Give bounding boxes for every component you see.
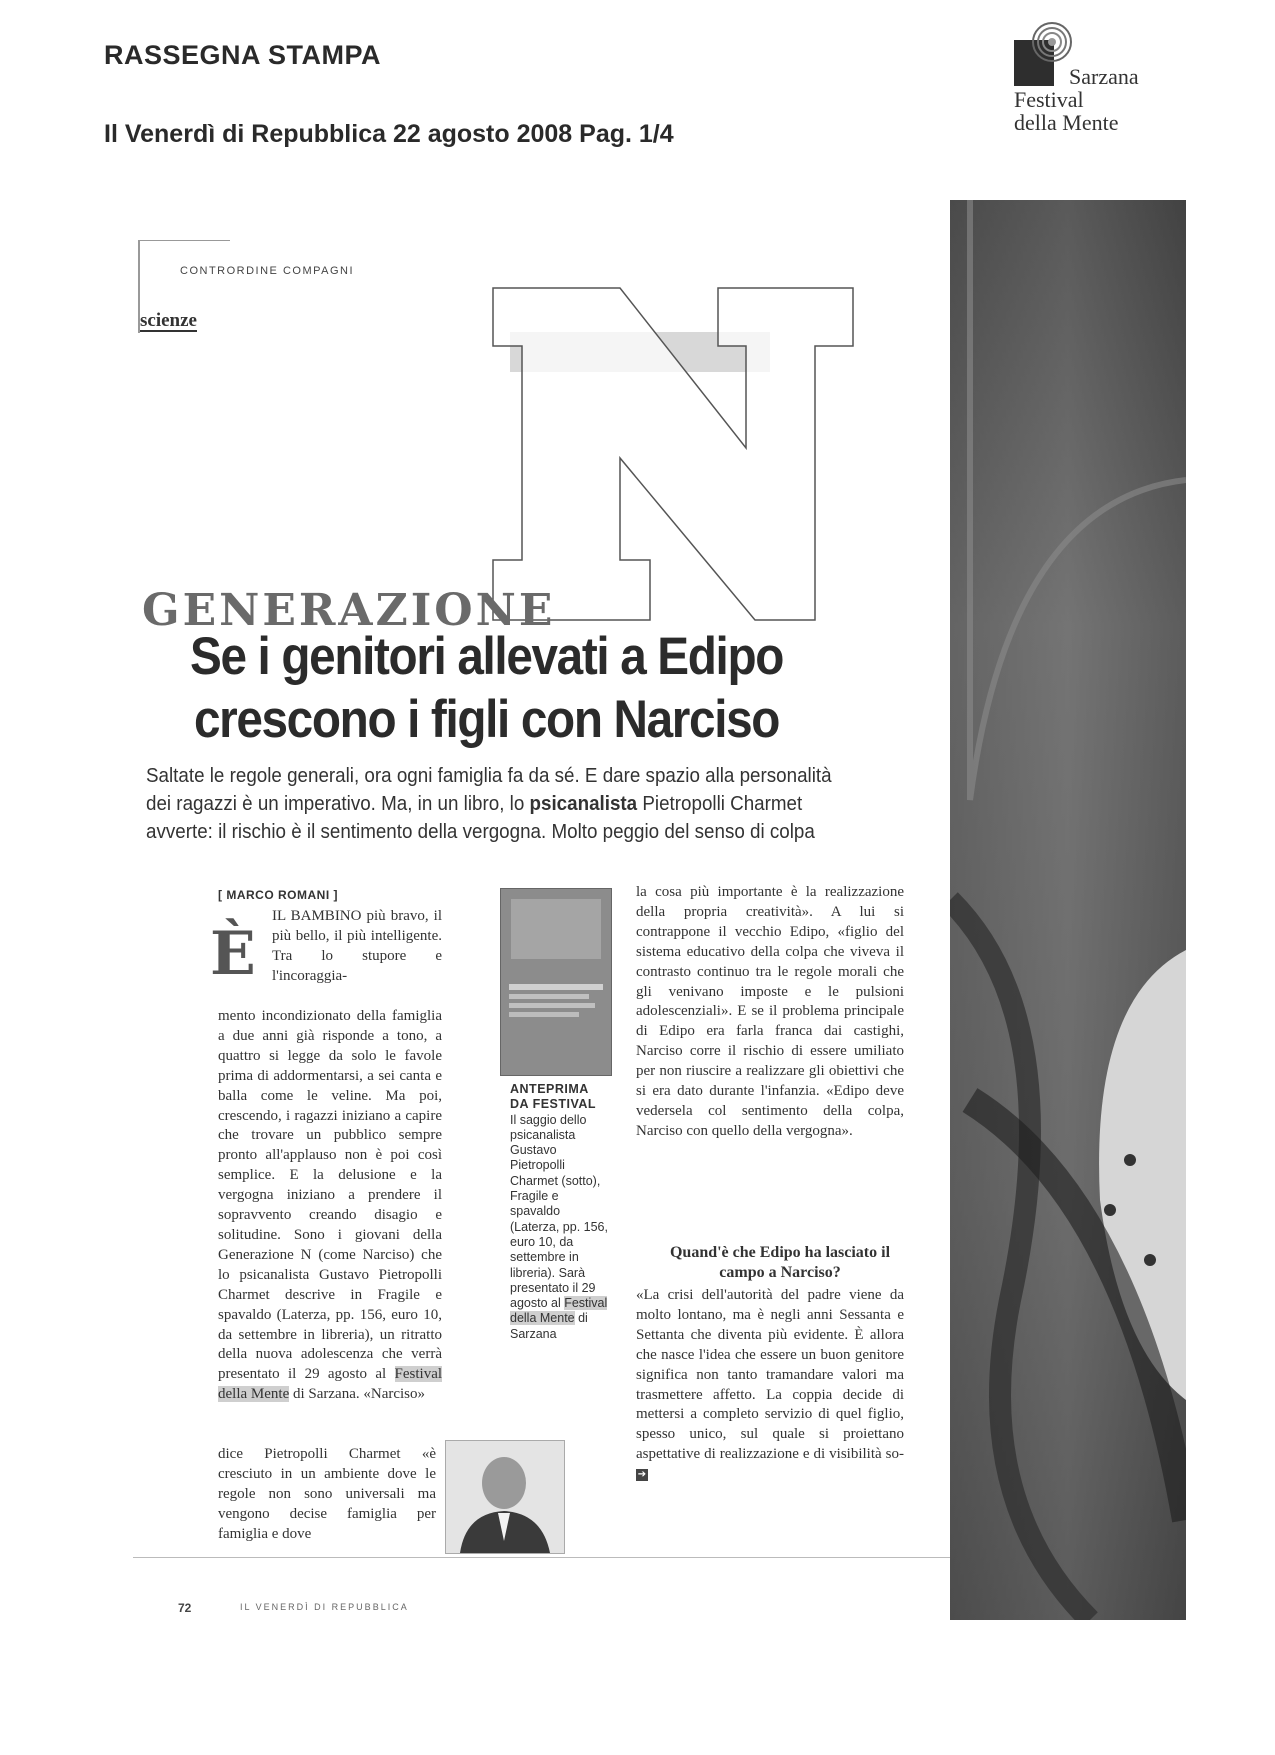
headline-line-2: crescono i figli con Narciso <box>193 690 780 749</box>
body-text-column-1 <box>218 1007 442 1405</box>
caption-festival-highlight: Festival della Mente <box>510 1296 608 1326</box>
logo-text-festival: Festival <box>1014 87 1084 112</box>
body-text-column-3: la cosa più importante è la realizzazione della propria creatività». A lui si contrappone il vecchio Edipo, «figlio del sistema educativo della colpa che viveva il contrasto continuo tra le regole morali che gli venivano imposte e le pulsioni adolescenziali». E se il problema principale di Edipo era farla franca dai castighi, Narciso corre il rischio di essere umiliato per non riuscire a realizzare gli obiettivi che si era dato durante l'infanzia. «Edipo deve vedersela col sentimento della colpa, Narciso con quello della vergogna». <box>636 884 904 1139</box>
logo-text-della-mente: della Mente <box>1014 110 1119 135</box>
body-text-column-1-end: dice Pietropolli Charmet «è cresciuto in un ambiente dove le regole non sono universali ma vengono decise famiglia per famiglia e dove <box>218 1446 436 1542</box>
publication-footer: IL VENERDÌ DI REPUBBLICA <box>240 1602 409 1612</box>
body-text: mento incondizionato della famiglia a due anni già risponde a tono, a quattro si legge da solo le favole prima di addormentarsi, a sei canta e balla come le veline. Ma poi, crescendo, i ragazzi iniziano a capire che trovare un pubblico sempre pronto all'applauso non è poi così semplice. E la delusione e la vergogna iniziano a prendere il sopravvento creando disagio e solitudine. Sono i giovani della Generazione N (come Narciso) che lo psicanalista Gustavo Pietropolli Charmet descrive in Fragile e spavaldo (Laterza, pp. 156, euro 10, da settembre in libreria), un ritratto della nuova adolescenza che verrà presentato il 29 agosto al <box>218 1008 442 1383</box>
body-text: «La crisi dell'autorità del padre viene da molto lontano, ma è negli anni Sessanta e Settanta che diventa più evidente. È allora che nasce l'idea che essere un buon genitore significa non tanto tramandare valori ma trasmettere affetto. La coppia decide di mettersi a completo servizio di quel figlio, spesso unico, sul quale si proiettano aspettative di realizzazione e di visibilità so- <box>636 1287 904 1463</box>
source-line: Il Venerdì di Repubblica 22 agosto 2008 Pag. 1/4 <box>104 120 674 148</box>
section-label: scienze <box>140 310 197 331</box>
standfirst-text: Saltate le regole generali, ora ogni famiglia fa da sé. E dare spazio alla personalità dei ragazzi è un imperativo. Ma, in un libro, lo <box>146 765 832 815</box>
festival-logo <box>1000 18 1170 143</box>
author-photo <box>445 1440 565 1554</box>
book-cover-icon <box>501 889 611 1075</box>
continue-arrow-icon: ➔ <box>637 1468 647 1480</box>
body-text-column-3-end <box>636 1286 904 1485</box>
body-text: di Sarzana. «Narciso» <box>292 1386 426 1403</box>
caption-heading: ANTEPRIMA <box>510 1082 589 1096</box>
footer-rule <box>133 1557 975 1558</box>
book-caption <box>510 1082 610 1342</box>
headline-line-1: Se i genitori allevati a Edipo <box>190 627 784 686</box>
book-cover-image <box>500 888 612 1076</box>
festival-highlight: Festival della Mente <box>218 1366 443 1403</box>
standfirst-bold: psicanalista <box>529 793 638 815</box>
overline: GENERAZIONE <box>142 585 556 636</box>
caption-text: Il saggio dello psicanalista Gustavo Pietropolli Charmet (sotto), Fragile e spavaldo (Laterza, pp. 156, euro 10, da settembre in libreria). Sarà presentato il 29 agosto al <box>510 1112 608 1311</box>
press-review-title: RASSEGNA STAMPA <box>104 40 382 70</box>
logo-text-sarzana: Sarzana <box>1069 64 1139 89</box>
standfirst <box>146 762 851 846</box>
kicker-label: CONTRORDINE COMPAGNI <box>180 265 355 277</box>
caption-heading-2: DA FESTIVAL <box>510 1097 597 1112</box>
body-text-intro: IL BAMBINO più bravo, il più bello, il più intelligente. Tra lo stupore e l'incoraggia- <box>272 908 442 984</box>
byline: [ MARCO ROMANI ] <box>218 888 338 902</box>
interview-question: Quand'è che Edipo ha lasciato il campo a Narciso? <box>669 1244 891 1281</box>
drop-cap: È <box>210 919 256 989</box>
big-letter-n <box>480 280 880 630</box>
headline <box>190 625 783 751</box>
portrait-icon <box>446 1441 564 1553</box>
standfirst-text-end: Pietropolli Charmet avverte: il rischio è il sentimento della vergogna. Molto peggio del senso di colpa <box>146 793 815 843</box>
decorative-photo <box>950 200 1186 1620</box>
page-number: 72 <box>178 1601 192 1615</box>
caption-text-end: di Sarzana <box>510 1311 588 1341</box>
